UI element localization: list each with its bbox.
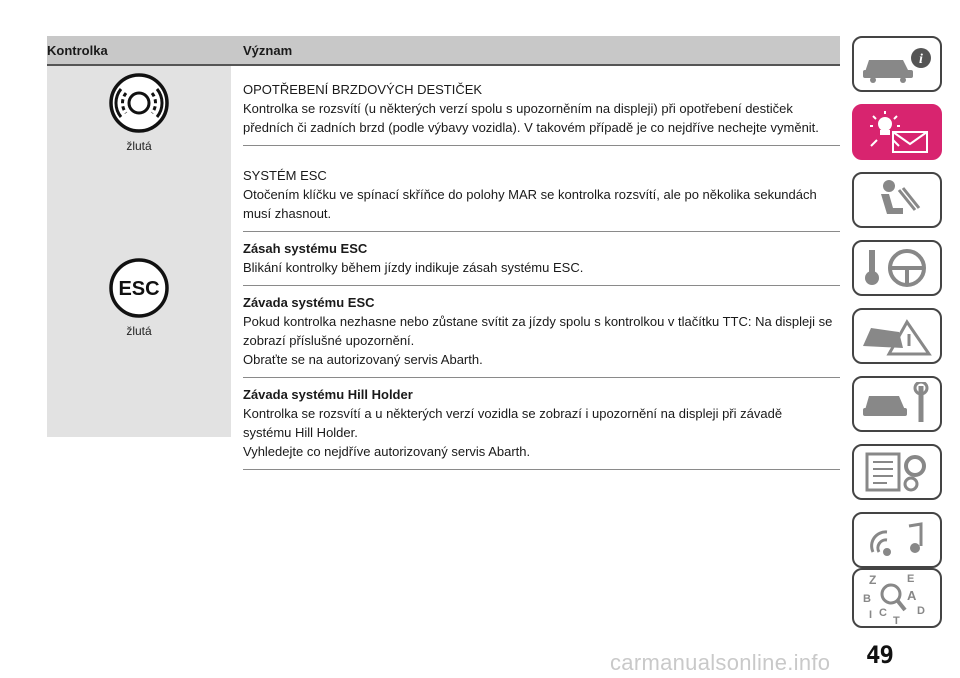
svg-text:B: B (863, 593, 871, 605)
icon-cell (47, 159, 231, 437)
block-text: Obraťte se na autorizovaný servis Abarth. (243, 352, 483, 367)
steering-wheel-key-icon (859, 246, 935, 290)
svg-text:A: A (907, 588, 917, 603)
warning-lights-table (47, 36, 840, 470)
seat-airbag-icon (859, 178, 935, 222)
meaning-cell (231, 66, 840, 159)
svg-text:i: i (919, 52, 923, 67)
block-title: Závada systému ESC (243, 295, 375, 310)
multimedia-music-icon (859, 518, 935, 562)
svg-text:E: E (907, 573, 915, 585)
svg-text:T: T (893, 615, 900, 626)
svg-text:Z: Z (869, 573, 877, 587)
block-text: Blikání kontrolky během jízdy indikuje zásah systému ESC. (243, 260, 584, 275)
accident-warning-icon (859, 314, 935, 358)
car-service-wrench-icon (859, 382, 935, 426)
tab-safety[interactable] (852, 172, 942, 228)
warning-light-message-icon (859, 110, 935, 154)
watermark: carmanualsonline.info (610, 650, 831, 675)
block-heading: SYSTÉM ESC (243, 168, 327, 183)
index-alphabet-icon (857, 570, 937, 626)
table-header (47, 36, 840, 66)
header-vyznam: Význam (243, 42, 293, 58)
brake-pad-wear-icon (109, 73, 169, 133)
color-label: žlutá (126, 138, 152, 153)
car-info-icon (859, 44, 935, 84)
text-block (243, 159, 840, 232)
icon-cell (47, 66, 231, 159)
meaning-cell (231, 159, 840, 470)
tab-index[interactable] (852, 568, 942, 628)
tab-starting-driving[interactable] (852, 240, 942, 296)
tab-emergency[interactable] (852, 308, 942, 364)
block-text: Pokud kontrolka nezhasne nebo zůstane svítit za jízdy spolu s kontrolkou v tlačítku TTC: Na displeji se zobrazí příslušné upozornění. (243, 314, 833, 348)
esc-icon (109, 258, 169, 318)
block-text: Kontrolka se rozsvítí a u některých verzí vozidla se zobrazí i upozornění na displeji při závadě systému Hill Holder. (243, 406, 783, 440)
block-text: Kontrolka se rozsvítí (u některých verzí spolu s upozorněním na displeji) při opotřebení destiček předních či zadních brzd (podle výbavy vozidla). V takovém případě je co nejdříve nechejte vyměnit. (243, 101, 819, 135)
tab-warning-lights[interactable] (852, 104, 942, 160)
block-text: Vyhledejte co nejdříve autorizovaný servis Abarth. (243, 444, 531, 459)
svg-text:I: I (869, 609, 873, 621)
text-block (243, 66, 840, 146)
block-text: Otočením klíčku ve spínací skříňce do polohy MAR se kontrolka rozsvítí, ale po několika sekundách musí zhasnout. (243, 187, 817, 221)
header-kontrolka: Kontrolka (47, 42, 108, 58)
esc-icon-text: ESC (118, 278, 160, 300)
text-block (243, 232, 840, 286)
tab-car-info[interactable] (852, 36, 942, 92)
tab-multimedia[interactable] (852, 512, 942, 568)
svg-text:C: C (879, 607, 887, 619)
block-title: Závada systému Hill Holder (243, 387, 413, 402)
text-block (243, 286, 840, 378)
block-heading: OPOTŘEBENÍ BRZDOVÝCH DESTIČEK (243, 82, 483, 97)
color-label: žlutá (126, 324, 152, 338)
specifications-gears-icon (859, 450, 935, 494)
block-title: Zásah systému ESC (243, 241, 368, 256)
tab-technical-data[interactable] (852, 444, 942, 500)
tab-maintenance[interactable] (852, 376, 942, 432)
table-row-esc (47, 159, 840, 470)
svg-text:D: D (917, 605, 925, 617)
text-block (243, 378, 840, 470)
page-number: 49 (866, 641, 893, 669)
table-row-brake-pads (47, 66, 840, 159)
